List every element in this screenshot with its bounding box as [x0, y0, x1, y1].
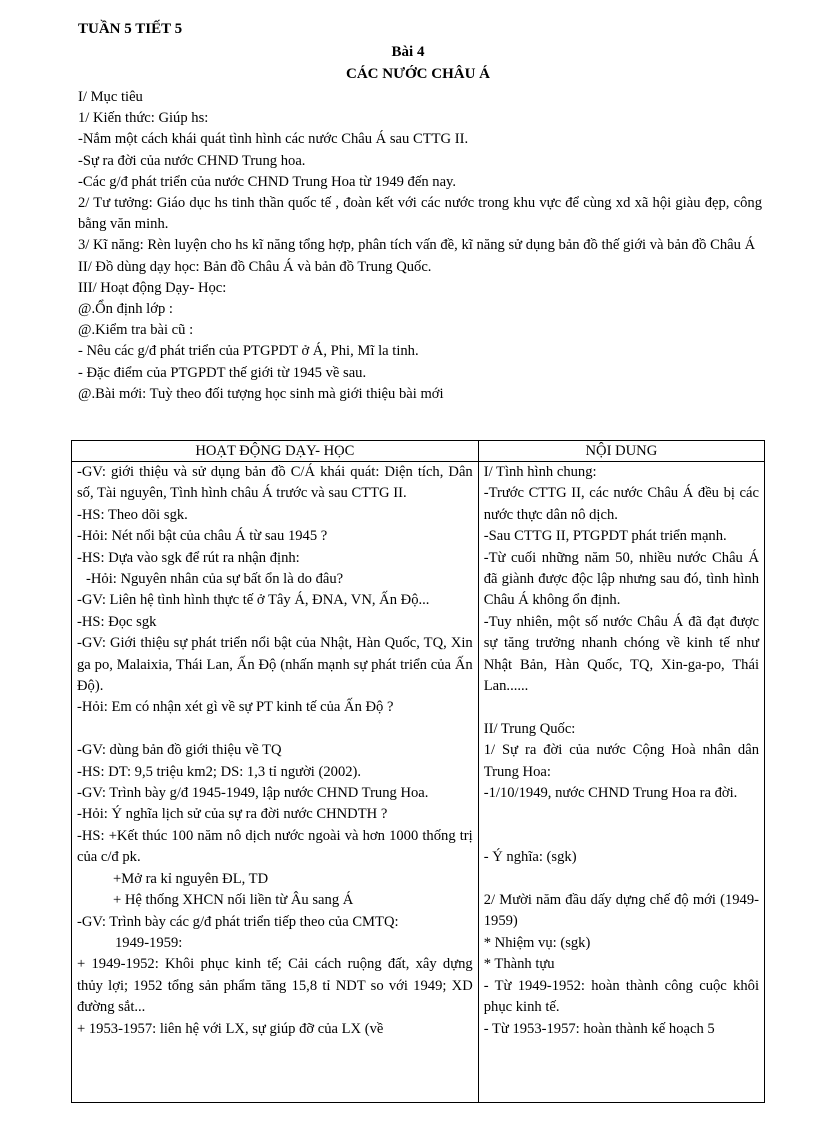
content-cell: [478, 462, 764, 1103]
activity-line: + 1953-1957: liên hệ với LX, sự giúp đỡ của LX (về: [77, 1020, 384, 1037]
activity-line: -HS: DT: 9,5 triệu km2; DS: 1,3 tỉ người (2002).: [77, 763, 362, 780]
activities-heading: III/ Hoạt động Dạy- Học:: [78, 279, 227, 296]
review-question: - Nêu các g/đ phát triển của PTGPDT ở Á, Phi, Mĩ la tinh.: [78, 343, 419, 360]
content-line: 1/ Sự ra đời của nước Cộng Hoà nhân dân Trung Hoa:: [483, 742, 759, 780]
content-line: -Từ cuối những năm 50, nhiều nước Châu Á đã giành được độc lập nhưng sau đó, tình hình Châu Á không ổn định.: [483, 549, 759, 609]
class-organization: @.Ổn định lớp :: [78, 301, 173, 318]
week-lesson-label: TUẦN 5 TIẾT 5: [78, 21, 183, 37]
activity-line: -GV: giới thiệu và sử dụng bản đồ C/Á khái quát: Diện tích, Dân số, Tài nguyên, Tình hình châu Á trước và sau CTTG II.: [77, 464, 473, 502]
activity-line: -HS: +Kết thúc 100 năm nô dịch nước ngoài và hơn 1000 thống trị của c/đ pk.: [77, 827, 473, 866]
content-line: * Thành tựu: [483, 956, 555, 973]
knowledge-item: -Sự ra đời của nước CHND Trung hoa.: [78, 152, 306, 169]
table-row: [72, 462, 765, 1103]
content-line: I/ Tình hình chung:: [483, 464, 597, 480]
activity-line: -Hỏi: Em có nhận xét gì về sự PT kinh tế của Ấn Độ ?: [77, 699, 394, 716]
content-line: -1/10/1949, nước CHND Trung Hoa ra đời.: [483, 785, 738, 802]
knowledge-heading: 1/ Kiến thức: Giúp hs:: [78, 110, 209, 127]
activity-line: -HS: Theo dõi sgk.: [77, 506, 188, 523]
activity-line: -Hỏi: Nguyên nhân của sự bất ổn là do đâu?: [86, 571, 344, 588]
knowledge-item: -Các g/đ phát triển của nước CHND Trung Hoa từ 1949 đến nay.: [78, 173, 457, 190]
attitude-paragraph: 2/ Tư tưởng: Giáo dục hs tinh thần quốc tế , đoàn kết với các nước trong khu vực để cùng xd xã hội giàu đẹp, công bằng văn minh.: [78, 195, 762, 233]
activity-line: -HS: Dựa vào sgk để rút ra nhận định:: [77, 549, 300, 566]
spacer: [484, 869, 759, 890]
activity-line: -GV: Giới thiệu sự phát triển nổi bật của Nhật, Hàn Quốc, TQ, Xin ga po, Malaixia, Thái Lan, Ấn Độ (nhấn mạnh sự phát triển của Ấn Độ).: [77, 635, 473, 695]
activity-line: + Hệ thống XHCN nối liền từ Âu sang Á: [113, 892, 354, 909]
review-heading: @.Kiểm tra bài cũ :: [78, 322, 194, 339]
activity-line: + 1949-1952: Khôi phục kinh tế; Cải cách ruộng đất, xây dựng thủy lợi; 1952 tổng sản phẩm tăng 15,8 tỉ NDT so với 1949; XD đường sắt...: [77, 956, 473, 1016]
content-line: - Ý nghĩa: (sgk): [483, 849, 577, 866]
activity-line: 1949-1959:: [115, 934, 183, 951]
content-line: - Từ 1953-1957: hoàn thành kế hoạch 5: [483, 1020, 715, 1037]
activity-line: +Mở ra kỉ nguyên ĐL, TD: [113, 870, 269, 887]
spacer: [77, 719, 473, 740]
table-header-row: [72, 441, 765, 462]
content-line: - Từ 1949-1952: hoàn thành công cuộc khôi phục kinh tế.: [483, 977, 759, 1016]
activity-line: -Hỏi: Nét nổi bật của châu Á từ sau 1945 ?: [77, 528, 328, 545]
skills-paragraph: 3/ Kĩ năng: Rèn luyện cho hs kĩ năng tổng hợp, phân tích vấn đề, kĩ năng sử dụng bản đồ thế giới và bản đồ Châu Á: [78, 237, 756, 254]
teaching-aids: II/ Đồ dùng dạy học: Bản đồ Châu Á và bản đồ Trung Quốc.: [78, 258, 432, 275]
activity-line: -GV: dùng bản đồ giới thiệu về TQ: [77, 742, 282, 759]
activity-line: -GV: Trình bày các g/đ phát triển tiếp theo của CMTQ:: [77, 913, 399, 930]
knowledge-item: -Nắm một cách khái quát tình hình các nước Châu Á sau CTTG II.: [78, 131, 469, 148]
header-content: NỘI DUNG: [478, 441, 764, 462]
content-line: -Sau CTTG II, PTGPDT phát triển mạnh.: [483, 528, 727, 545]
new-lesson: @.Bài mới: Tuỳ theo đối tượng học sinh mà giới thiệu bài mới: [78, 385, 444, 402]
activity-line: -HS: Đọc sgk: [77, 613, 157, 630]
lesson-number: Bài 4: [391, 44, 425, 60]
activity-line: -Hỏi: Ý nghĩa lịch sử của sự ra đời nước CHNDTH ?: [77, 806, 388, 823]
content-line: -Tuy nhiên, một số nước Châu Á đã đạt được sự tăng trưởng nhanh chóng về kinh tế như Nhật Bản, Hàn Quốc, TQ, Xin-ga-po, Thái Lan......: [483, 613, 759, 695]
content-line: II/ Trung Quốc:: [483, 720, 576, 737]
objectives-heading: I/ Mục tiêu: [78, 89, 143, 105]
review-question: - Đặc điểm của PTGPDT thế giới từ 1945 về sau.: [78, 364, 367, 381]
activities-cell: [72, 462, 479, 1103]
lesson-activities-table: [71, 440, 765, 1103]
activity-line: -GV: Liên hệ tình hình thực tế ở Tây Á, ĐNA, VN, Ấn Độ...: [77, 592, 430, 609]
content-line: -Trước CTTG II, các nước Châu Á đều bị các nước thực dân nô dịch.: [483, 485, 759, 523]
content-line: * Nhiệm vụ: (sgk): [483, 934, 591, 951]
objectives-section: [78, 87, 762, 405]
spacer: [484, 804, 759, 847]
lesson-title: CÁC NƯỚC CHÂU Á: [345, 66, 491, 82]
activity-line: -GV: Trình bày g/đ 1945-1949, lập nước CHND Trung Hoa.: [77, 785, 429, 802]
spacer: [484, 697, 759, 718]
content-line: 2/ Mười năm đầu dấy dựng chế độ mới (1949-1959): [483, 892, 759, 930]
header-activities: HOẠT ĐỘNG DẠY- HỌC: [72, 441, 479, 462]
